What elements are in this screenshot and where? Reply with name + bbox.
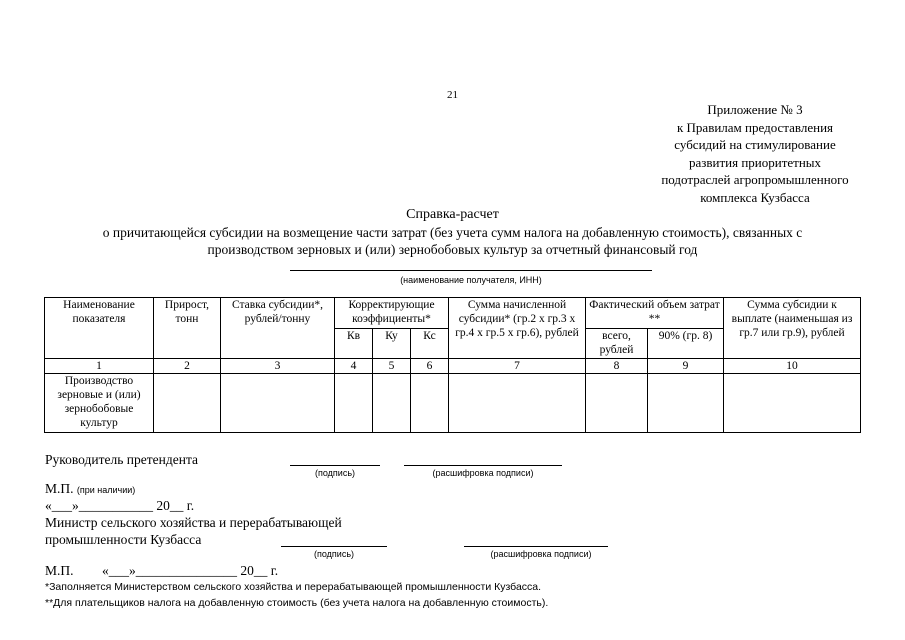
data-cell[interactable] <box>154 374 221 433</box>
header-actual-costs: Фактический объем затрат ** <box>586 298 724 329</box>
header-ku: Ку <box>373 329 411 359</box>
header-name: Наименование показателя <box>45 298 154 359</box>
appendix-line: субсидий на стимулирование <box>674 137 836 152</box>
header-total: всего, рублей <box>586 329 648 359</box>
appendix-header <box>600 101 905 206</box>
minister-title-line-1: Министр сельского хозяйства и перерабатывающей <box>45 515 342 530</box>
minister-title-line-2: промышленности Кузбасса <box>45 532 202 547</box>
column-number: 6 <box>411 359 449 374</box>
data-cell[interactable] <box>221 374 335 433</box>
header-90-percent: 90% (гр. 8) <box>648 329 724 359</box>
signature-caption: (подпись) <box>313 549 355 559</box>
appendix-line: Приложение № 3 <box>707 102 803 117</box>
row-label-production: Производство зерновые и (или) зернобобовые культур <box>45 374 154 433</box>
footnote-1: *Заполняется Министерством сельского хозяйства и перерабатывающей промышленности Кузбасса. <box>45 581 542 593</box>
stamp-note: (при наличии) <box>76 485 136 495</box>
column-number: 4 <box>335 359 373 374</box>
column-number: 3 <box>221 359 335 374</box>
data-cell[interactable] <box>449 374 586 433</box>
column-number: 2 <box>154 359 221 374</box>
signature-caption: (подпись) <box>314 468 356 478</box>
subtitle-line-1: о причитающейся субсидии на возмещение части затрат (без учета сумм налога на добавленную стоимость), связанных с <box>102 225 803 240</box>
decode-caption: (расшифровка подписи) <box>490 549 592 559</box>
signature-line <box>290 465 380 466</box>
appendix-line: развития приоритетных <box>688 154 822 170</box>
calculation-table <box>44 297 861 433</box>
head-of-applicant-label: Руководитель претендента <box>45 452 199 467</box>
header-growth: Прирост, тонн <box>154 298 221 359</box>
data-cell[interactable] <box>373 374 411 433</box>
recipient-field-line <box>290 270 652 271</box>
data-cell[interactable] <box>724 374 861 433</box>
data-cell[interactable] <box>335 374 373 433</box>
column-number: 8 <box>586 359 648 374</box>
appendix-line: к Правилам предоставления <box>676 119 834 135</box>
column-number: 7 <box>449 359 586 374</box>
date-line: «___»___________ 20__ г. <box>45 498 195 513</box>
stamp-label <box>45 481 135 497</box>
header-coefficients: Корректирующие коэффициенты* <box>335 298 449 329</box>
subtitle-line-2: производством зерновых и (или) зернобобовых культур за отчетный финансовый год <box>207 242 698 257</box>
data-cell[interactable] <box>648 374 724 433</box>
appendix-line: комплекса Кузбасса <box>700 189 810 205</box>
appendix-line: подотраслей агропромышленного <box>661 172 849 187</box>
header-payout-sum: Сумма субсидии к выплате (наименьшая из гр.7 или гр.9), рублей <box>724 298 861 359</box>
decode-line <box>464 546 608 547</box>
signature-line <box>281 546 387 547</box>
date-line-2: «___»_______________ 20__ г. <box>102 563 279 578</box>
decode-line <box>404 465 562 466</box>
column-number: 5 <box>373 359 411 374</box>
stamp-mp: М.П. <box>45 481 74 496</box>
stamp-label-2: М.П. <box>45 563 74 578</box>
recipient-caption: (наименование получателя, ИНН) <box>400 275 542 285</box>
data-cell[interactable] <box>586 374 648 433</box>
document-subtitle <box>0 224 905 258</box>
column-number: 1 <box>45 359 154 374</box>
header-kv: Кв <box>335 329 373 359</box>
column-number: 10 <box>724 359 861 374</box>
page-number: 21 <box>447 89 458 101</box>
data-cell[interactable] <box>411 374 449 433</box>
decode-caption: (расшифровка подписи) <box>432 468 534 478</box>
header-accrued-sum: Сумма начисленной субсидии* (гр.2 x гр.3 x гр.4 x гр.5 x гр.6), рублей <box>449 298 586 359</box>
column-number: 9 <box>648 359 724 374</box>
document-title: Справка-расчет <box>406 207 499 222</box>
header-rate: Ставка субсидии*, рублей/тонну <box>221 298 335 359</box>
footnote-2: **Для плательщиков налога на добавленную стоимость (без учета налога на добавленную стоимость). <box>45 597 549 609</box>
header-kc: Кс <box>411 329 449 359</box>
